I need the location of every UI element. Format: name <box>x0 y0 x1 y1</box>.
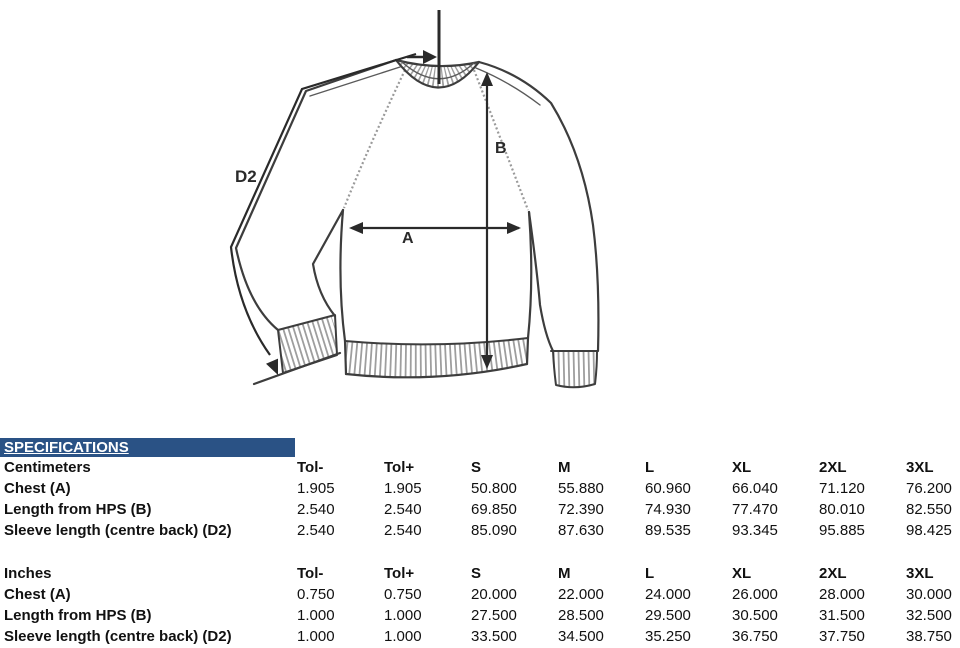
waistband-ribbing <box>345 351 527 361</box>
cell-value: 1.000 <box>384 607 422 624</box>
cell-value: 71.120 <box>819 480 865 497</box>
cell-value: 50.800 <box>471 480 517 497</box>
measure-a-label: A <box>402 230 414 247</box>
cell-value: 60.960 <box>645 480 691 497</box>
left-sleeve-outer-edge <box>236 60 396 330</box>
measurement-row <box>0 520 960 541</box>
measure-a-arrowhead-left <box>349 222 363 234</box>
cell-value: 95.885 <box>819 522 865 539</box>
cell-value: 77.470 <box>732 501 778 518</box>
row-label: Chest (A) <box>4 480 71 497</box>
size-tables <box>0 457 960 647</box>
cell-value: 26.000 <box>732 586 778 603</box>
cell-value: 33.500 <box>471 628 517 645</box>
column-header: S <box>471 459 482 476</box>
column-header: S <box>471 565 482 582</box>
left-raglan-seam <box>344 70 405 208</box>
garment-outline <box>236 60 598 387</box>
cell-value: 0.750 <box>297 586 335 603</box>
column-header: Tol- <box>297 565 324 582</box>
column-header: L <box>645 565 655 582</box>
body-left-seam <box>340 210 345 341</box>
body-right-seam <box>528 212 531 338</box>
cell-value: 24.000 <box>645 586 691 603</box>
right-sleeve-outer-edge <box>479 62 598 351</box>
column-header: 3XL <box>906 459 934 476</box>
waistband-right-edge <box>527 338 528 364</box>
column-header: XL <box>732 565 752 582</box>
cell-value: 31.500 <box>819 607 865 624</box>
rib-textures <box>279 63 597 369</box>
cell-value: 32.500 <box>906 607 952 624</box>
cell-value: 2.540 <box>297 501 335 518</box>
cell-value: 1.000 <box>384 628 422 645</box>
cell-value: 28.000 <box>819 586 865 603</box>
cell-value: 98.425 <box>906 522 952 539</box>
cell-value: 1.000 <box>297 628 335 645</box>
cell-value: 87.630 <box>558 522 604 539</box>
row-label: Sleeve length (centre back) (D2) <box>4 522 232 539</box>
column-header: 2XL <box>819 565 847 582</box>
waistband-left-edge <box>345 341 346 374</box>
measure-d2-arrowhead <box>266 359 278 375</box>
column-header: L <box>645 459 655 476</box>
cell-value: 93.345 <box>732 522 778 539</box>
unit-header-row <box>0 457 960 478</box>
measure-d2-label: D2 <box>235 167 257 186</box>
measurement-row <box>0 584 960 605</box>
cell-value: 85.090 <box>471 522 517 539</box>
column-header: 3XL <box>906 565 934 582</box>
cell-value: 69.850 <box>471 501 517 518</box>
cell-value: 55.880 <box>558 480 604 497</box>
cell-value: 36.750 <box>732 628 778 645</box>
right-sleeve-inner-edge <box>529 212 553 351</box>
cell-value: 38.750 <box>906 628 952 645</box>
cell-value: 0.750 <box>384 586 422 603</box>
row-label: Length from HPS (B) <box>4 501 152 518</box>
cell-value: 34.500 <box>558 628 604 645</box>
cell-value: 22.000 <box>558 586 604 603</box>
column-header: Tol+ <box>384 459 415 476</box>
cell-value: 1.905 <box>297 480 335 497</box>
measurement-row <box>0 478 960 499</box>
cell-value: 35.250 <box>645 628 691 645</box>
row-label: Centimeters <box>4 459 91 476</box>
cell-value: 2.540 <box>297 522 335 539</box>
cell-value: 2.540 <box>384 522 422 539</box>
cell-value: 1.905 <box>384 480 422 497</box>
row-label: Length from HPS (B) <box>4 607 152 624</box>
cell-value: 89.535 <box>645 522 691 539</box>
row-label: Inches <box>4 565 52 582</box>
column-header: 2XL <box>819 459 847 476</box>
specifications-header-bar <box>0 438 295 457</box>
cell-value: 27.500 <box>471 607 517 624</box>
cell-value: 74.930 <box>645 501 691 518</box>
left-sleeve-inner-edge <box>313 210 343 316</box>
cell-value: 1.000 <box>297 607 335 624</box>
cell-value: 37.750 <box>819 628 865 645</box>
cell-value: 66.040 <box>732 480 778 497</box>
column-header: Tol- <box>297 459 324 476</box>
cell-value: 82.550 <box>906 501 952 518</box>
unit-header-row <box>0 563 960 584</box>
measurement-row <box>0 605 960 626</box>
cell-value: 28.500 <box>558 607 604 624</box>
measure-b-label: B <box>495 140 507 157</box>
cell-value: 80.010 <box>819 501 865 518</box>
column-header: Tol+ <box>384 565 415 582</box>
column-header: XL <box>732 459 752 476</box>
measurement-row <box>0 499 960 520</box>
cell-value: 30.000 <box>906 586 952 603</box>
cell-value: 20.000 <box>471 586 517 603</box>
cell-value: 29.500 <box>645 607 691 624</box>
cell-value: 30.500 <box>732 607 778 624</box>
left-cuff-ribbing <box>279 334 337 352</box>
waistband-top-edge <box>345 338 528 344</box>
right-cuff-ribbing <box>553 368 597 369</box>
table-spacer <box>0 541 960 563</box>
hps-pointer-arrowhead <box>423 50 437 64</box>
cell-value: 76.200 <box>906 480 952 497</box>
row-label: Chest (A) <box>4 586 71 603</box>
row-label: Sleeve length (centre back) (D2) <box>4 628 232 645</box>
measure-a-arrowhead-right <box>507 222 521 234</box>
specifications-title: SPECIFICATIONS <box>4 439 129 456</box>
cell-value: 2.540 <box>384 501 422 518</box>
column-header: M <box>558 565 571 582</box>
column-header: M <box>558 459 571 476</box>
cell-value: 72.390 <box>558 501 604 518</box>
measurement-row <box>0 626 960 647</box>
